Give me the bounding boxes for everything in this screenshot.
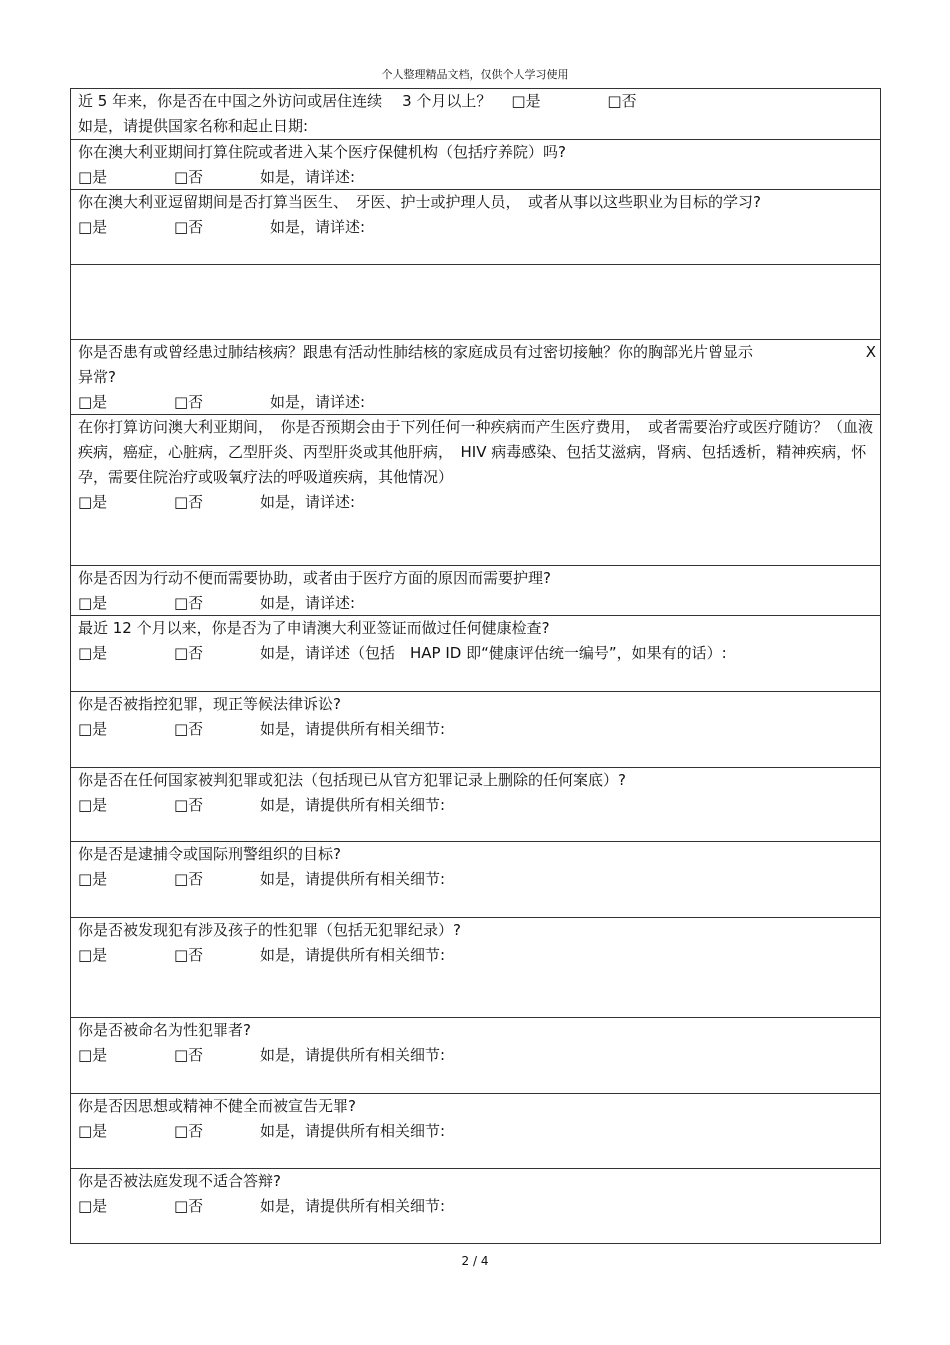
detail-prompt: 如是，请详述:: [270, 218, 366, 236]
no-checkbox[interactable]: □否: [174, 493, 204, 511]
detail-prompt: 如是，请详述:: [260, 168, 356, 186]
question-text-cont: 3 个月以上？: [402, 92, 492, 110]
no-checkbox[interactable]: □否: [174, 393, 204, 411]
detail-prompt: 如是，请提供所有相关细节:: [260, 1046, 446, 1064]
answer-area[interactable]: [71, 265, 880, 340]
questionnaire-table: [70, 88, 881, 1244]
question-text: 你是否被指控犯罪，现正等候法律诉讼?: [78, 695, 341, 713]
yes-checkbox[interactable]: □是: [78, 1122, 108, 1140]
page-number: 2 / 4: [461, 1254, 489, 1268]
no-checkbox[interactable]: □否: [174, 870, 204, 888]
no-checkbox[interactable]: □否: [174, 644, 204, 662]
detail-prompt: 如是，请提供所有相关细节:: [260, 870, 446, 888]
detail-prompt: 如是，请提供国家名称和起止日期:: [78, 117, 309, 135]
detail-prompt: 如是，请提供所有相关细节:: [260, 796, 446, 814]
question-row-charged: [71, 692, 880, 768]
question-text: 你是否在任何国家被判犯罪或犯法（包括现已从官方犯罪记录上删除的任何案底）?: [78, 771, 626, 789]
question-text: 你是否是逮捕令或国际刑警组织的目标?: [78, 845, 341, 863]
question-row-disease: [71, 415, 880, 566]
question-row-hospital: [71, 140, 880, 190]
question-row-child-offence: [71, 918, 880, 1018]
question-text: 你是否因为行动不便而需要协助，或者由于医疗方面的原因而需要护理?: [78, 569, 551, 587]
question-text: 在你打算访问澳大利亚期间， 你是否预期会由于下列任何一种疾病而产生医疗费用， 或者需要治疗或医疗随访？（血液疾病，癌症，心脏病，乙型肝炎、丙型肝炎或其他肝病， HIV 病毒感染、包括艾滋病，肾病、包括透析，精神疾病，怀孕，需要住院治疗或吸氧疗法的呼吸道疾病，其他情况）: [78, 418, 874, 486]
question-text: 最近 12 个月以来，你是否为了申请澳大利亚签证而做过任何健康检查?: [78, 619, 550, 637]
check-mark: X: [865, 343, 876, 361]
no-checkbox[interactable]: □否: [174, 1046, 204, 1064]
question-text: 你在澳大利亚期间打算住院或者进入某个医疗保健机构（包括疗养院）吗?: [78, 143, 566, 161]
yes-checkbox[interactable]: □是: [78, 218, 108, 236]
yes-checkbox[interactable]: □是: [511, 92, 541, 110]
no-checkbox[interactable]: □否: [174, 796, 204, 814]
yes-checkbox[interactable]: □是: [78, 720, 108, 738]
yes-checkbox[interactable]: □是: [78, 1046, 108, 1064]
detail-prompt: 如是，请详述:: [260, 493, 356, 511]
yes-checkbox[interactable]: □是: [78, 1197, 108, 1215]
yes-checkbox[interactable]: □是: [78, 870, 108, 888]
question-row-insanity: [71, 1094, 880, 1169]
no-checkbox[interactable]: □否: [174, 168, 204, 186]
no-checkbox[interactable]: □否: [174, 218, 204, 236]
question-text: 你在澳大利亚逗留期间是否打算当医生、 牙医、护士或护理人员， 或者从事以这些职业为目标的学习?: [78, 193, 761, 211]
no-checkbox[interactable]: □否: [607, 92, 637, 110]
detail-prompt: 如是，请提供所有相关细节:: [260, 946, 446, 964]
question-row-tuberculosis: [71, 340, 880, 415]
question-text: 你是否被发现犯有涉及孩子的性犯罪（包括无犯罪纪录）?: [78, 921, 461, 939]
question-row-residence: [71, 89, 880, 140]
question-row-warrant: [71, 842, 880, 918]
yes-checkbox[interactable]: □是: [78, 393, 108, 411]
question-row-sex-offender: [71, 1018, 880, 1094]
question-text: 你是否因思想或精神不健全而被宣告无罪?: [78, 1097, 356, 1115]
no-checkbox[interactable]: □否: [174, 594, 204, 612]
question-row-health-exam: [71, 616, 880, 692]
question-text: 你是否被命名为性犯罪者?: [78, 1021, 251, 1039]
yes-checkbox[interactable]: □是: [78, 946, 108, 964]
question-text: 你是否被法庭发现不适合答辩?: [78, 1172, 281, 1190]
yes-checkbox[interactable]: □是: [78, 796, 108, 814]
question-row-mobility: [71, 566, 880, 616]
detail-prompt: 如是，请提供所有相关细节:: [260, 1197, 446, 1215]
yes-checkbox[interactable]: □是: [78, 644, 108, 662]
detail-prompt: 如是，请详述:: [260, 594, 356, 612]
question-text: 你是否患有或曾经患过肺结核病？跟患有活动性肺结核的家庭成员有过密切接触？你的胸部光片曾显示异常?: [78, 343, 754, 386]
yes-checkbox[interactable]: □是: [78, 594, 108, 612]
no-checkbox[interactable]: □否: [174, 1122, 204, 1140]
no-checkbox[interactable]: □否: [174, 720, 204, 738]
question-row-convicted: [71, 768, 880, 842]
no-checkbox[interactable]: □否: [174, 946, 204, 964]
detail-prompt: 如是，请提供所有相关细节:: [260, 720, 446, 738]
question-row-unfit-to-plead: [71, 1169, 880, 1243]
detail-prompt: 如是，请详述:: [270, 393, 366, 411]
no-checkbox[interactable]: □否: [174, 1197, 204, 1215]
yes-checkbox[interactable]: □是: [78, 168, 108, 186]
question-row-medical-profession: [71, 190, 880, 265]
detail-prompt: 如是，请提供所有相关细节:: [260, 1122, 446, 1140]
detail-prompt: 如是，请详述（包括 HAP ID 即“健康评估统一编号”，如果有的话）:: [260, 644, 727, 662]
page-header: 个人整理精品文档，仅供个人学习使用: [381, 68, 569, 81]
question-text: 近 5 年来，你是否在中国之外访问或居住连续: [78, 92, 383, 110]
yes-checkbox[interactable]: □是: [78, 493, 108, 511]
